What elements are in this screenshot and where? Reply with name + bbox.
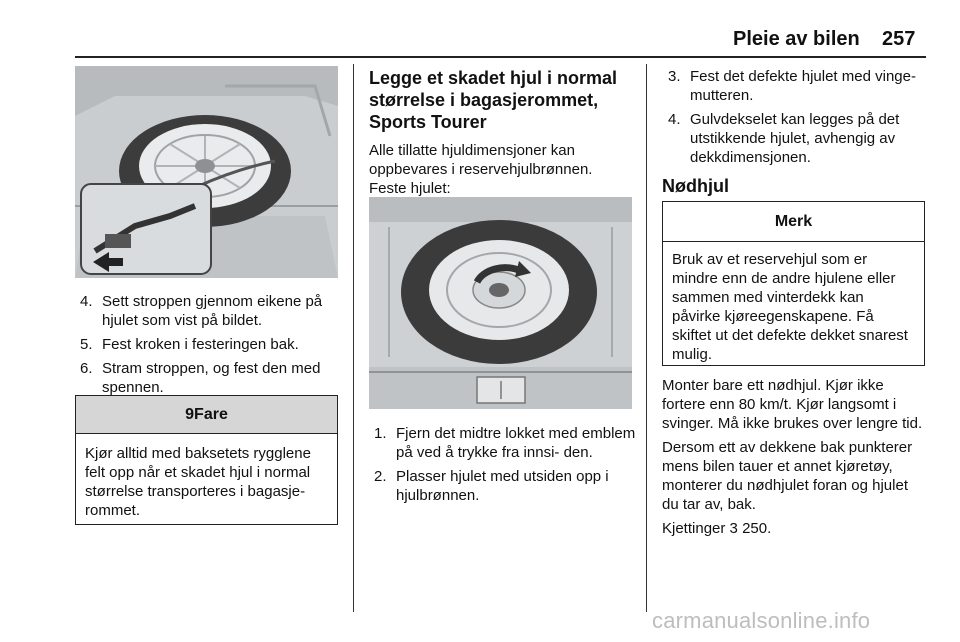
list-item: 3. Fest det defekte hjulet med vinge- mutteren.	[668, 68, 916, 104]
running-header-title: Pleie av bilen	[733, 28, 860, 50]
list-item: 5. Fest kroken i festeringen bak.	[80, 336, 299, 353]
cross-reference[interactable]: Kjettinger 3 250.	[662, 520, 772, 537]
warning-title: Fare	[194, 406, 228, 423]
warning-icon: 9	[185, 406, 195, 423]
column-divider-right	[646, 64, 647, 612]
watermark: carmanualsonline.info	[652, 608, 871, 633]
list-item: 1. Fjern det midtre lokket med emblem på ved å trykke fra innsi- den.	[374, 425, 636, 461]
list-item: 2. Plasser hjulet med utsiden opp i hjulbrønnen.	[374, 468, 609, 504]
figure-trunk-strap	[75, 66, 338, 278]
warning-text: Kjør alltid med baksetets rygglene felt opp når et skadet hjul i normal størrelse transporteres i bagasje- rommet.	[85, 445, 311, 519]
page-number: 257	[882, 28, 916, 50]
warning-header	[76, 396, 337, 434]
left-steps	[80, 292, 342, 402]
section-heading: Legge et skadet hjul i normal størrelse i bagasjerommet, Sports Tourer	[369, 68, 618, 132]
warning-box	[75, 395, 338, 525]
list-item: 4. Sett stroppen gjennom eikene på hjulet som vist på bildet.	[80, 293, 323, 329]
column-divider-left	[353, 64, 354, 612]
header-rule	[75, 56, 926, 58]
note-text: Bruk av et reservehjul som er mindre enn de andre hjulene eller sammen med vinterdekk kan påvirke kjøreegenskapene. Få skiftet ut det defekte dekket snarest mulig.	[672, 251, 908, 363]
list-item: 4. Gulvdekselet kan legges på det utstikkende hjulet, avhengig av dekkdimensjonen.	[668, 111, 900, 166]
right-steps	[668, 67, 930, 172]
middle-section	[369, 67, 634, 198]
section-heading-emergency-wheel: Nødhjul	[662, 176, 729, 196]
intro-paragraph: Alle tillatte hjuldimensjoner kan oppbevares i reservehjulbrønnen. Feste hjulet:	[369, 142, 593, 197]
note-title: Merk	[663, 202, 924, 242]
middle-steps	[374, 424, 636, 510]
list-item: 6. Stram stroppen, og fest den med spennen.	[80, 360, 321, 396]
page-reference-arrow-icon: 3	[729, 520, 738, 537]
right-paragraphs	[662, 376, 928, 538]
figure-spare-wheel-well	[369, 197, 632, 409]
note-box	[662, 201, 925, 366]
paragraph: Monter bare ett nødhjul. Kjør ikke fortere enn 80 km/t. Kjør langsomt i svinger. Må ikke brukes over lengre tid.	[662, 377, 923, 432]
paragraph: Dersom ett av dekkene bak punkterer mens bilen tauer et annet kjøretøy, monterer du nødhjulet foran og hjulet du tar av, bak.	[662, 439, 913, 513]
